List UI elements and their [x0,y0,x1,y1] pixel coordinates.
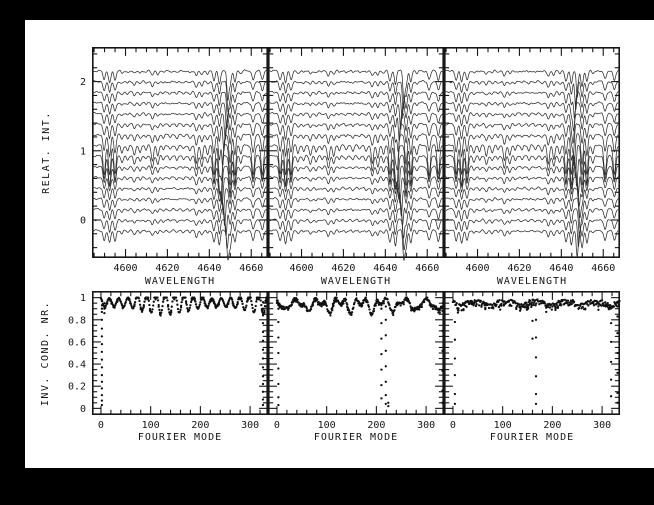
x-axis-title-wavelength-middle: WAVELENGTH [320,276,392,287]
x-tick-label: 300 [417,420,436,431]
spectrum-trace [92,198,268,225]
spectrum-trace [268,144,444,185]
spectra-series [444,70,620,257]
x-tick-label: 100 [141,420,160,431]
spectrum-trace [92,166,268,203]
cond-panel-left [67,291,268,431]
x-tick-label: 100 [317,420,336,431]
x-tick-label: 0 [449,420,456,431]
x-axis-title-fourier-mode-left: FOURIER MODE [137,432,223,443]
spectra-panel-left [79,47,268,274]
spectrum-trace [444,176,620,206]
cond-panel-middle [268,291,444,431]
x-tick-label: 4620 [507,263,532,274]
spectrum-trace [268,123,444,151]
y-tick-label: 0 [79,403,86,415]
y-tick-label: 0.6 [67,337,86,349]
y-tick-label: 0 [79,215,86,227]
spectra-series [268,70,444,261]
spectrum-trace [444,166,620,198]
x-tick-label: 4600 [465,263,490,274]
y-tick-label: 1 [79,146,86,158]
spectrum-trace [444,81,620,110]
x-tick-label: 300 [593,420,612,431]
x-tick-label: 4640 [549,263,574,274]
y-tick-label: 0.2 [67,381,86,393]
x-tick-label: 4600 [113,263,138,274]
x-tick-label: 4660 [239,263,264,274]
x-tick-label: 100 [493,420,512,431]
axes-frame [68,292,267,431]
spectra-series [92,70,268,260]
figure-paper [25,20,654,468]
x-tick-label: 4660 [591,263,616,274]
axes-frame [269,292,443,431]
spectrum-trace [92,219,268,248]
spectrum-trace [268,155,444,190]
spectrum-trace [92,70,268,101]
x-tick-label: 0 [97,420,104,431]
spectra-panel-right [444,47,620,274]
x-tick-label: 4620 [155,263,180,274]
spectrum-trace [268,219,444,250]
spectrum-trace [92,187,268,214]
x-tick-label: 200 [367,420,386,431]
y-tick-label: 0.4 [67,359,86,371]
spectrum-trace [268,166,444,198]
axes-frame [445,292,619,431]
scatter-points [452,298,621,405]
x-tick-label: 4600 [289,263,314,274]
bottom-row-y-axis-title [29,291,63,415]
y-tick-label: 1 [79,293,86,305]
scatter-points [276,296,445,407]
spectrum-trace [444,187,620,218]
inv-cond-nr-label: INV. COND. NR. [40,300,52,406]
spectrum-trace [444,198,620,229]
spectrum-trace [92,91,268,119]
x-axis-title-fourier-mode-middle: FOURIER MODE [313,432,399,443]
y-tick-label: 2 [79,77,86,89]
top-row-y-axis-title [29,47,63,258]
x-axis-title-wavelength-right: WAVELENGTH [496,276,568,287]
y-tick-label: 0.8 [67,315,86,327]
spectrum-trace [268,134,444,170]
spectra-panel-middle [268,47,444,274]
x-axis-title-fourier-mode-right: FOURIER MODE [489,432,575,443]
spectrum-trace [92,208,268,236]
x-tick-label: 4640 [197,263,222,274]
x-axis-title-wavelength-left: WAVELENGTH [144,276,216,287]
cond-panel-right [444,291,620,431]
x-tick-label: 4660 [415,263,440,274]
x-tick-label: 4620 [331,263,356,274]
x-tick-label: 200 [191,420,210,431]
spectrum-trace [268,113,444,141]
x-tick-label: 300 [241,420,260,431]
x-tick-label: 200 [543,420,562,431]
scatter-points [100,296,269,406]
spectrum-trace [268,70,444,101]
x-tick-label: 4640 [373,263,398,274]
spectrum-trace [268,198,444,226]
spectrum-trace [92,81,268,112]
relat-int-label: RELAT. INT. [40,111,52,194]
x-tick-label: 0 [273,420,280,431]
